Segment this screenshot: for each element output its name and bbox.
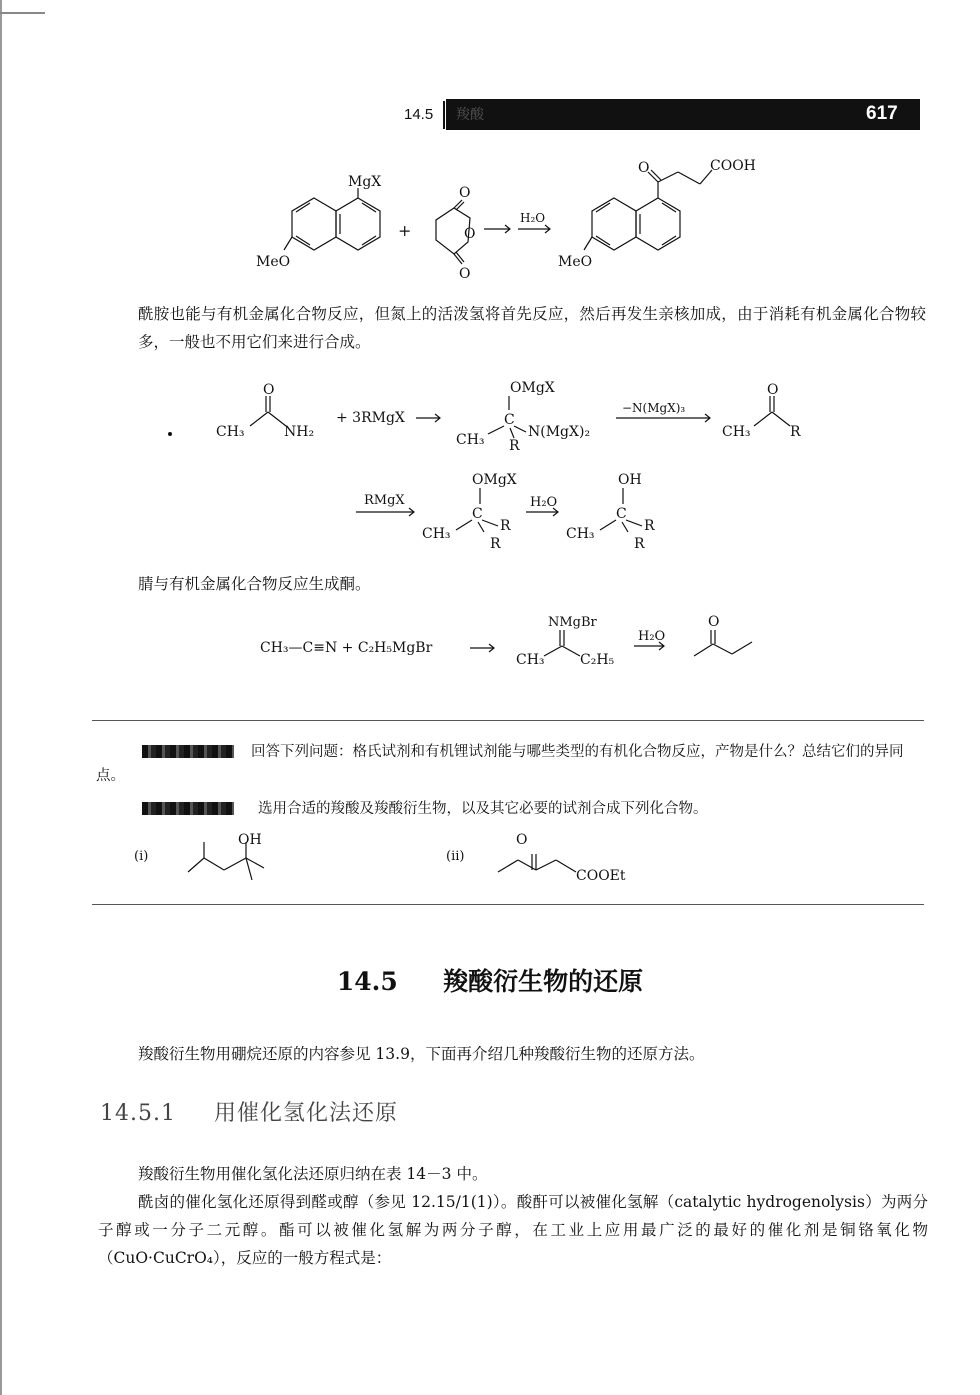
paragraph-summary: 羧酸衍生物用催化氢化法还原归纳在表 14－3 中。: [138, 1165, 488, 1183]
paragraph-nitrile: 腈与有机金属化合物反应生成酮。: [138, 575, 371, 593]
page-edge-line: [0, 0, 2, 1395]
reaction-3-scheme: [250, 610, 770, 682]
imine-c2h5: C₂H₅: [580, 652, 615, 668]
exercise-top-rule: [92, 720, 924, 721]
amide-o: O: [263, 382, 275, 398]
exercise-2-icon: [142, 802, 234, 815]
ketone-r: R: [790, 424, 801, 440]
naphthalene-product: [584, 170, 712, 250]
subsection-heading: [100, 1096, 398, 1127]
alcohol-oh: OH: [618, 472, 642, 488]
mgx-label: MgX: [348, 174, 382, 190]
stray-dot: [168, 432, 172, 436]
alcohol-ch3: CH₃: [566, 526, 595, 542]
reaction-2-scheme: [160, 372, 840, 552]
alcohol-r1: R: [644, 518, 655, 534]
imine-ch3: CH₃: [516, 652, 545, 668]
amide-nh2: NH₂: [284, 424, 315, 440]
arrow-h2o-3: H₂O: [638, 629, 666, 644]
plus-sign: +: [398, 221, 412, 240]
alkoxide-ch3: CH₃: [422, 526, 451, 542]
meo-label: MeO: [256, 254, 291, 270]
exercise-1-text: 回答下列问题：格氏试剂和有机锂试剂能与哪些类型的有机化合物反应，产物是什么？总结它们的异同点。: [96, 744, 904, 784]
page-number: 617: [866, 103, 898, 124]
structure-i-oh: OH: [238, 832, 262, 848]
alkoxide-r1: R: [500, 518, 511, 534]
int-n-mgx2: N(MgX)₂: [528, 424, 591, 440]
ketone-ch3: CH₃: [722, 424, 751, 440]
reaction-1-scheme: [240, 150, 760, 285]
alcohol-r2: R: [634, 536, 645, 552]
amide-ch3: CH₃: [216, 424, 245, 440]
naphthalene-grignard: [284, 188, 380, 250]
anhydride-o-bottom: O: [459, 266, 471, 282]
alcohol-c: C: [616, 506, 627, 522]
product-cooh: COOH: [710, 158, 756, 174]
anhydride-o-ring: O: [464, 226, 476, 242]
arrow-h2o-2: H₂O: [530, 495, 558, 510]
subsection-title: 用催化氢化法还原: [213, 1101, 398, 1126]
imine-nmgbr: NMgBr: [548, 615, 597, 630]
exercise-2-text: 选用合适的羧酸及羧酸衍生物，以及其它必要的试剂合成下列化合物。: [258, 801, 708, 817]
header-divider: [443, 101, 445, 129]
exercise-structures: [120, 828, 680, 888]
page-corner-mark: [0, 12, 45, 14]
header-section-tag: 羧酸: [456, 106, 484, 122]
alkoxide-omgx: OMgX: [472, 472, 517, 488]
paragraph-hydrogenation: 酰卤的催化氢化还原得到醛或醇（参见 12.15/1(1)）。酸酐可以被催化氢解（catalytic hydrogenolysis）为两分子醇或一分子二元醇。酯可以被催化氢解为两分子醇，在工业上应用最广泛的最好的催化剂是铜铬氧化物（CuO·CuCrO₄），反应的一般方程式是：: [98, 1193, 928, 1267]
reagent-3rmgx: + 3RMgX: [336, 410, 405, 426]
product-meo: MeO: [558, 254, 593, 270]
int-omgx: OMgX: [510, 380, 555, 396]
structure-i-label: (i): [134, 849, 149, 864]
arrow-h2o-1: H₂O: [520, 211, 546, 225]
butanone-o: O: [708, 614, 720, 630]
alkoxide-r2: R: [490, 536, 501, 552]
header-bar: [446, 99, 920, 130]
ketone-o: O: [767, 382, 779, 398]
structure-ii-cooet: COOEt: [576, 868, 626, 884]
anhydride-o-top: O: [459, 185, 471, 201]
rmgx-label: RMgX: [364, 493, 405, 508]
paragraph-amide: 酰胺也能与有机金属化合物反应，但氮上的活泼氢将首先反应，然后再发生亲核加成，由于消耗有机金属化合物较多，一般也不用它们来进行合成。: [138, 305, 926, 351]
exercise-bottom-rule: [92, 904, 924, 905]
product-ketone-o: O: [638, 160, 650, 176]
header-section-number: 14.5: [404, 106, 434, 123]
int-r: R: [509, 438, 520, 454]
int-ch3: CH₃: [456, 432, 485, 448]
structure-ii-label: (ii): [446, 849, 465, 864]
arrow-n-mgx3: −N(MgX)₃: [622, 401, 686, 415]
structure-ii-o: O: [516, 832, 528, 848]
int-c: C: [504, 412, 515, 428]
paragraph-borane: 羧酸衍生物用硼烷还原的内容参见 13.9，下面再介绍几种羧酸衍生物的还原方法。: [138, 1045, 705, 1063]
section-heading: [0, 962, 980, 998]
section-title: 羧酸衍生物的还原: [443, 967, 644, 996]
alkoxide-c: C: [472, 506, 483, 522]
nitrile-equation: CH₃—C≡N + C₂H₅MgBr: [260, 640, 433, 656]
section-number: 14.5: [336, 967, 398, 996]
subsection-number: 14.5.1: [100, 1101, 176, 1126]
